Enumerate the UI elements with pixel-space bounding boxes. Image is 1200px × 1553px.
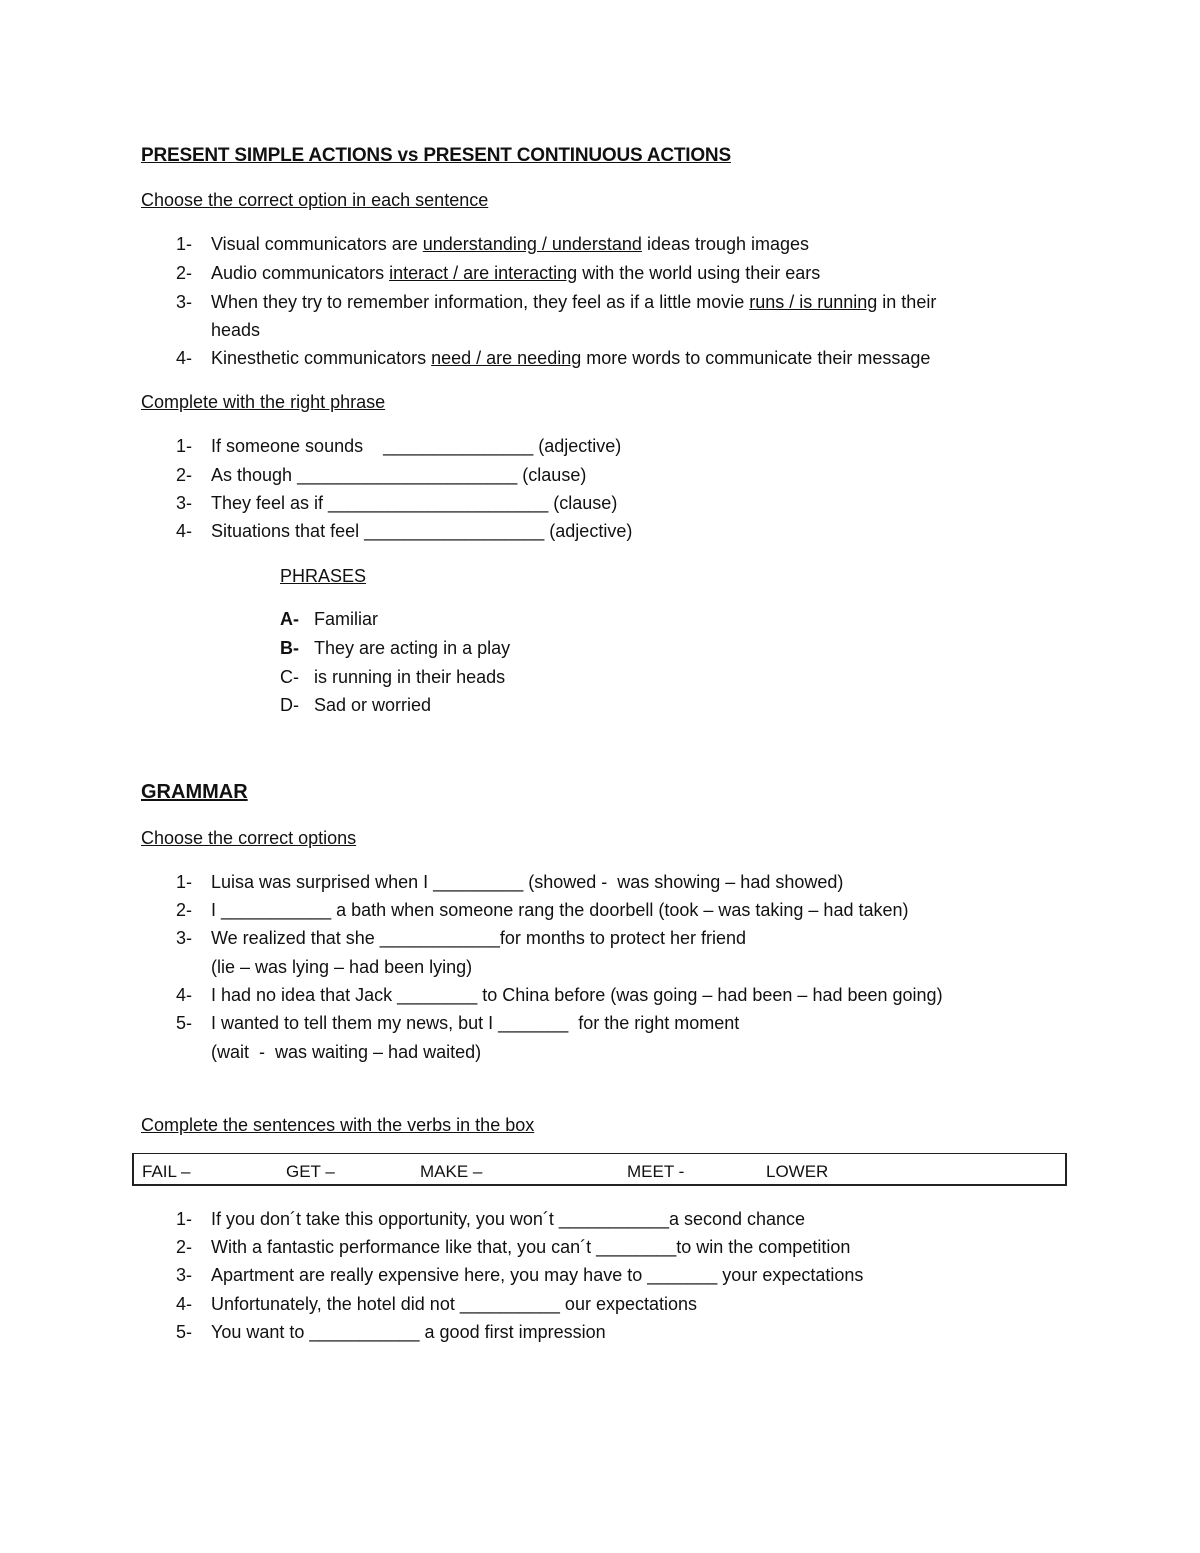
verb-fail: FAIL – (142, 1162, 191, 1181)
item-text: If someone sounds _______________ (adjective) (211, 436, 622, 456)
item-text: Visual communicators are understanding / understand ideas trough images (211, 234, 810, 254)
item-number: 3- (176, 928, 193, 948)
item-text: I ___________ a bath when someone rang the doorbell (took – was taking – had taken) (211, 900, 909, 920)
item-text: You want to ___________ a good first impression (211, 1322, 606, 1342)
item-text: Apartment are really expensive here, you may have to _______ your expectations (211, 1265, 864, 1285)
item-text: Luisa was surprised when I _________ (showed - was showing – had showed) (211, 872, 844, 892)
answer-options: understanding / understand (422, 234, 642, 254)
phrase-text: They are acting in a play (314, 638, 511, 658)
item-number: 2- (176, 465, 193, 485)
item-text: With a fantastic performance like that, you can´t ________to win the competition (211, 1237, 851, 1257)
item-number: 5- (176, 1013, 193, 1033)
phrases-title: PHRASES (280, 566, 367, 586)
phrase-text: is running in their heads (314, 667, 506, 687)
item-text: Unfortunately, the hotel did not __________ our expectations (211, 1294, 698, 1314)
item-text: I had no idea that Jack ________ to China before (was going – had been – had been going) (211, 985, 943, 1005)
item-number: 1- (176, 1209, 193, 1229)
item-number: 3- (176, 292, 193, 312)
verb-meet: MEET - (627, 1162, 685, 1181)
item-number: 4- (176, 521, 193, 541)
phrase-letter: D- (280, 695, 299, 715)
item-number: 2- (176, 900, 193, 920)
item-text: If you don´t take this opportunity, you won´t ___________a second chance (211, 1209, 806, 1229)
phrase-text: Sad or worried (314, 695, 432, 715)
answer-options: runs / is running (749, 292, 878, 312)
item-number: 1- (176, 234, 193, 254)
item-number: 3- (176, 1265, 193, 1285)
answer-options: need / are needing (431, 348, 582, 368)
item-number: 3- (176, 493, 193, 513)
instruction-choose-options: Choose the correct options (141, 828, 357, 848)
item-text-continued: (lie – was lying – had been lying) (211, 957, 473, 977)
item-text-continued: heads (211, 320, 261, 340)
item-number: 2- (176, 263, 193, 283)
item-number: 4- (176, 1294, 193, 1314)
item-number: 5- (176, 1322, 193, 1342)
item-text: Situations that feel __________________ (adjective) (211, 521, 633, 541)
item-text: Audio communicators interact / are interacting with the world using their ears (211, 263, 821, 283)
phrase-letter: C- (280, 667, 299, 687)
verb-make: MAKE – (420, 1162, 483, 1181)
phrase-letter: B- (280, 638, 299, 658)
instruction-verbs-box: Complete the sentences with the verbs in the box (141, 1115, 535, 1135)
instruction-choose-option: Choose the correct option in each sentence (141, 190, 489, 210)
item-number: 1- (176, 872, 193, 892)
phrase-letter: A- (280, 609, 299, 629)
item-text: We realized that she ____________for months to protect her friend (211, 928, 747, 948)
item-text: As though ______________________ (clause) (211, 465, 587, 485)
answer-options: interact / are interacting (389, 263, 578, 283)
item-text: They feel as if ______________________ (clause) (211, 493, 618, 513)
phrase-text: Familiar (314, 609, 379, 629)
verb-lower: LOWER (766, 1162, 829, 1181)
item-text: I wanted to tell them my news, but I _______ for the right moment (211, 1013, 740, 1033)
item-text-continued: (wait - was waiting – had waited) (211, 1042, 482, 1062)
instruction-complete-phrase: Complete with the right phrase (141, 392, 386, 412)
item-text: When they try to remember information, they feel as if a little movie runs / is running in their (211, 292, 937, 312)
verb-get: GET – (286, 1162, 335, 1181)
item-number: 2- (176, 1237, 193, 1257)
item-number: 1- (176, 436, 193, 456)
section-title: PRESENT SIMPLE ACTIONS vs PRESENT CONTINUOUS ACTIONS (141, 145, 731, 166)
verb-box (132, 1153, 1067, 1186)
item-number: 4- (176, 348, 193, 368)
grammar-title: GRAMMAR (141, 781, 248, 803)
item-number: 4- (176, 985, 193, 1005)
item-text: Kinesthetic communicators need / are needing more words to communicate their message (211, 348, 931, 368)
